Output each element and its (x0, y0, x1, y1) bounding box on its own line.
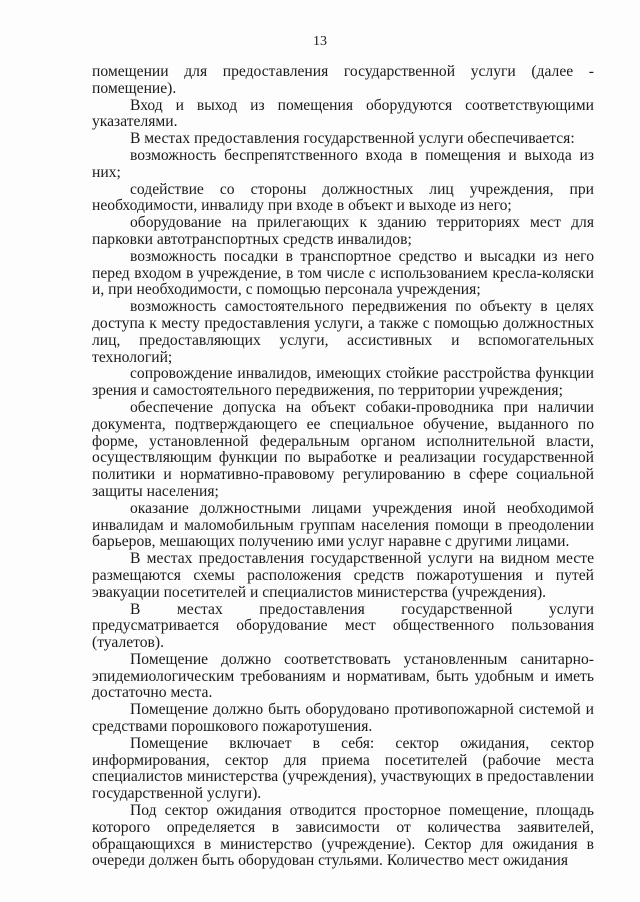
paragraph-evacuation-schemes: В местах предоставления государственной услуги на видном месте размещаются схемы расположения средств пожаротушения и путей эвакуации посетителей и специалистов министерства (учреждения). (92, 550, 594, 601)
paragraph-guide-dog-admission: обеспечение допуска на объект собаки-проводника при наличии документа, подтверждающего ее специальное обучение, выданного по форме, установленной федеральным органом исполнительной власти, осуществляющим функции по выработке и реализации государственной политики и нормативно-правовому регулированию в сфере социальной защиты населения; (92, 398, 594, 500)
paragraph-disabled-parking: оборудование на прилегающих к зданию территориях мест для парковки автотранспортных средств инвалидов; (92, 214, 594, 248)
document-body (92, 64, 594, 870)
paragraph-premises-definition: помещении для предоставления государственной услуги (далее - помещение). (92, 63, 594, 97)
paragraph-sanitary-requirements: Помещение должно соответствовать установленным санитарно-эпидемиологическим требованиям и нормативам, быть удобным и иметь достаточно места. (92, 650, 594, 702)
paragraph-fire-protection: Помещение должно быть оборудовано противопожарной системой и средствами порошкового пожаротушения. (92, 701, 594, 736)
paragraph-staff-assistance: содействие со стороны должностных лиц учреждения, при необходимости, инвалиду при входе в объект и выходе из него; (92, 180, 594, 215)
paragraph-waiting-sector: Под сектор ожидания отводится просторное помещение, площадь которого определяется в зависимости от количества заявителей, обращающихся в министерство (учреждение). Сектор для ожидания в очереди должен быть оборудован стульями. Количество мест ожидания (92, 802, 594, 870)
paragraph-accessibility-intro: В местах предоставления государственной услуги обеспечивается: (130, 130, 575, 148)
paragraph-public-toilets: В местах предоставления государственной услуги предусматривается оборудование мест общественного пользования (туалетов). (92, 600, 594, 652)
paragraph-vehicle-boarding: возможность посадки в транспортное средство и высадки из него перед входом в учреждение, в том числе с использованием кресла-коляски и, при необходимости, с помощью персонала учреждения; (92, 247, 594, 299)
paragraph-barrier-free-entry: возможность беспрепятственного входа в помещения и выхода из них; (92, 146, 594, 181)
paragraph-premises-sectors: Помещение включает в себя: сектор ожидания, сектор информирования, сектор для приема посетителей (рабочие места специалистов министерства (учреждения), участвующих в предоставлении государственной услуги). (92, 734, 594, 803)
paragraph-escort-impaired: сопровождение инвалидов, имеющих стойкие расстройства функции зрения и самостоятельного передвижения, по территории учреждения; (92, 365, 594, 400)
paragraph-independent-movement: возможность самостоятельного передвижения по объекту в целях доступа к месту предоставления услуги, а также с помощью должностных лиц, предоставляющих услуги, ассистивных и вспомогательных технологий; (92, 298, 594, 366)
paragraph-other-assistance: оказание должностными лицами учреждения иной необходимой инвалидам и маломобильным группам населения помощи в преодолении барьеров, мешающих получению ими услуг наравне с другими лицами. (92, 499, 594, 551)
paragraph-entrance-exit-signs: Вход и выход из помещения оборудуются соответствующими указателями. (92, 96, 594, 131)
page-number: 13 (313, 34, 327, 49)
